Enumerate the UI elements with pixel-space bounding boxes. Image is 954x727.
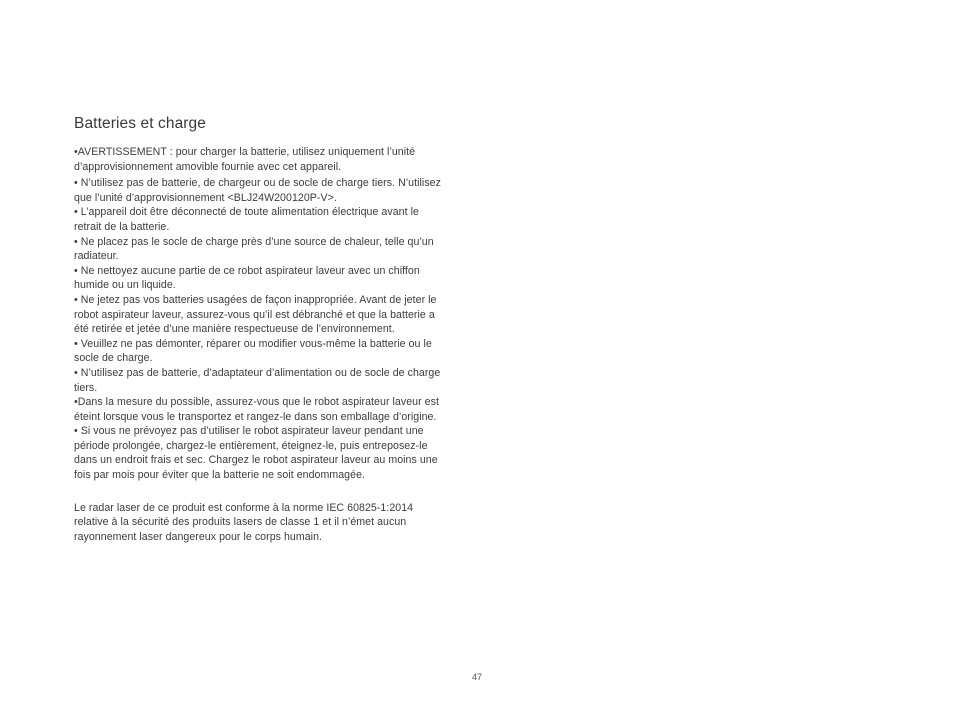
warning-item: • Veuillez ne pas démonter, réparer ou modifier vous-même la batterie ou le socle de charge. [74,337,432,365]
page-number: 47 [472,672,483,682]
warning-item: • N’utilisez pas de batterie, de chargeur ou de socle de charge tiers. N’utilisez que l’unité d’approvisionnement <BLJ24W200120P-V>. [74,177,441,204]
warning-item: •AVERTISSEMENT : pour charger la batterie, utilisez uniquement l’unité d’approvisionnement amovible fournie avec cet appareil. [74,146,416,173]
warnings-list [74,145,446,483]
warning-item: • L’appareil doit être déconnecté de toute alimentation électrique avant le retrait de la batterie. [74,206,419,233]
laser-notice: Le radar laser de ce produit est conforme à la norme IEC 60825-1:2014 relative à la sécurité des produits lasers de classe 1 et il n’émet aucun rayonnement laser dangereux pour le corps humain. [74,501,414,543]
warning-item: • Ne nettoyez aucune partie de ce robot aspirateur laveur avec un chiffon humide ou un liquide. [74,264,420,292]
warning-item: • Si vous ne prévoyez pas d’utiliser le robot aspirateur laveur pendant une période prolongée, chargez-le entièrement, éteignez-le, puis entreposez-le dans un endroit frais et sec. Chargez le robot aspirateur laveur au moins une fois par mois pour éviter que la batterie ne soit endommagée. [74,425,438,482]
warning-item: • Ne jetez pas vos batteries usagées de façon inappropriée. Avant de jeter le robot aspirateur laveur, assurez-vous qu’il est débranché et que la batterie a été retirée et jetée d’une manière respectueuse de l’environnement. [74,293,437,336]
warning-item: • N’utilisez pas de batterie, d’adaptateur d’alimentation ou de socle de charge tiers. [74,366,441,394]
section-title: Batteries et charge [74,115,206,132]
warning-item: •Dans la mesure du possible, assurez-vous que le robot aspirateur laveur est éteint lorsque vous le transportez et rangez-le dans son emballage d’origine. [74,396,439,423]
warning-item: • Ne placez pas le socle de charge près d’une source de chaleur, telle qu’un radiateur. [74,235,434,263]
content-column [74,113,446,544]
